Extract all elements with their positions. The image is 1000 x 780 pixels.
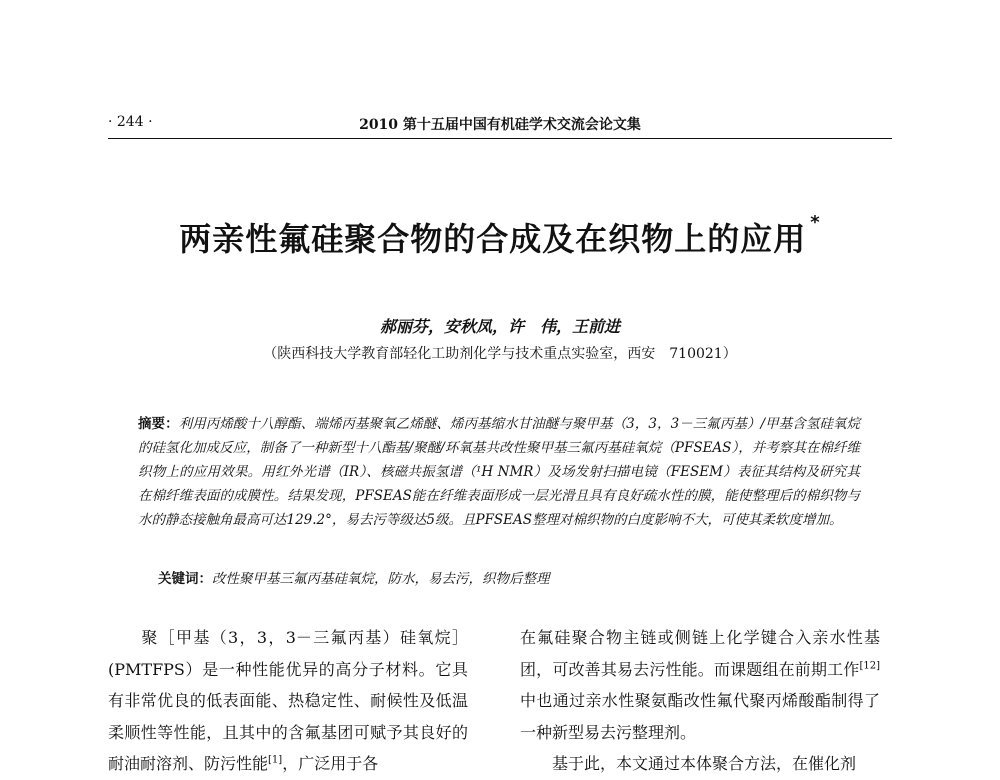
abstract-label: 摘要： xyxy=(138,416,179,432)
body-right-text-1: 在氟硅聚合物主链或侧链上化学键合入亲水性基团，可改善其易去污性能。而课题组在前期工作 xyxy=(520,628,880,679)
title-footnote-mark: * xyxy=(810,212,821,233)
body-left-text-1: 聚［甲基（3，3，3－三氟丙基）硅氧烷］(PMTFPS）是一种性能优异的高分子材料。它具有非常优良的低表面能、热稳定性、耐候性及低温柔顺性等性能，且其中的含氟基团可赋予其良好的耐油耐溶剂、防污性能 xyxy=(108,628,468,773)
page-number: · 244 · xyxy=(108,114,153,130)
body-left-text-2: ，广泛用于各 xyxy=(282,754,379,773)
body-right-text-2: 中也通过亲水性聚氨酯改性氟代聚丙烯酸酯制得了一种新型易去污整理剂。 xyxy=(520,691,880,742)
paper-title-text: 两亲性氟硅聚合物的合成及在织物上的应用 xyxy=(179,220,807,258)
running-header xyxy=(108,112,892,136)
body-right-para-2: 基于此，本文通过本体聚合方法，在催化剂 xyxy=(552,754,857,773)
header-divider xyxy=(108,138,892,139)
citation-ref: [12] xyxy=(859,660,880,672)
keywords xyxy=(158,568,858,590)
affiliation: （陕西科技大学教育部轻化工助剂化学与技术重点实验室，西安 710021） xyxy=(263,346,737,362)
abstract-text: 利用丙烯酸十八醇酯、端烯丙基聚氧乙烯醚、烯丙基缩水甘油醚与聚甲基（3，3，3－三氟丙基）/甲基含氢硅氧烷的硅氢化加成反应，制备了一种新型十八酯基/聚醚/环氧基共改性聚甲基三氟丙基硅氧烷（PFSEAS），并考察其在棉纤维织物上的应用效果。用红外光谱（IR）、核磁共振氢谱（¹H NMR）及场发射扫描电镜（FESEM）表征其结构及研究其在棉纤维表面的成膜性。结果发现，PFSEAS能在纤维表面形成一层光滑且具有良好疏水性的膜，能使整理后的棉织物与水的静态接触角最高可达129.2°，易去污等级达5级。且PFSEAS整理对棉织物的白度影响不大，可使其柔软度增加。 xyxy=(138,416,860,528)
author-list: 郝丽芬，安秋凤，许 伟，王前进 xyxy=(379,317,620,336)
body-column-left xyxy=(108,622,468,780)
journal-title: 2010 第十五届中国有机硅学术交流会论文集 xyxy=(359,117,641,133)
abstract xyxy=(138,412,860,532)
citation-ref: [1] xyxy=(268,754,283,766)
keywords-text: 改性聚甲基三氟丙基硅氧烷，防水，易去污，织物后整理 xyxy=(212,571,550,587)
body-column-right xyxy=(520,622,880,780)
paper-title xyxy=(60,214,940,260)
keywords-label: 关键词： xyxy=(158,571,212,587)
